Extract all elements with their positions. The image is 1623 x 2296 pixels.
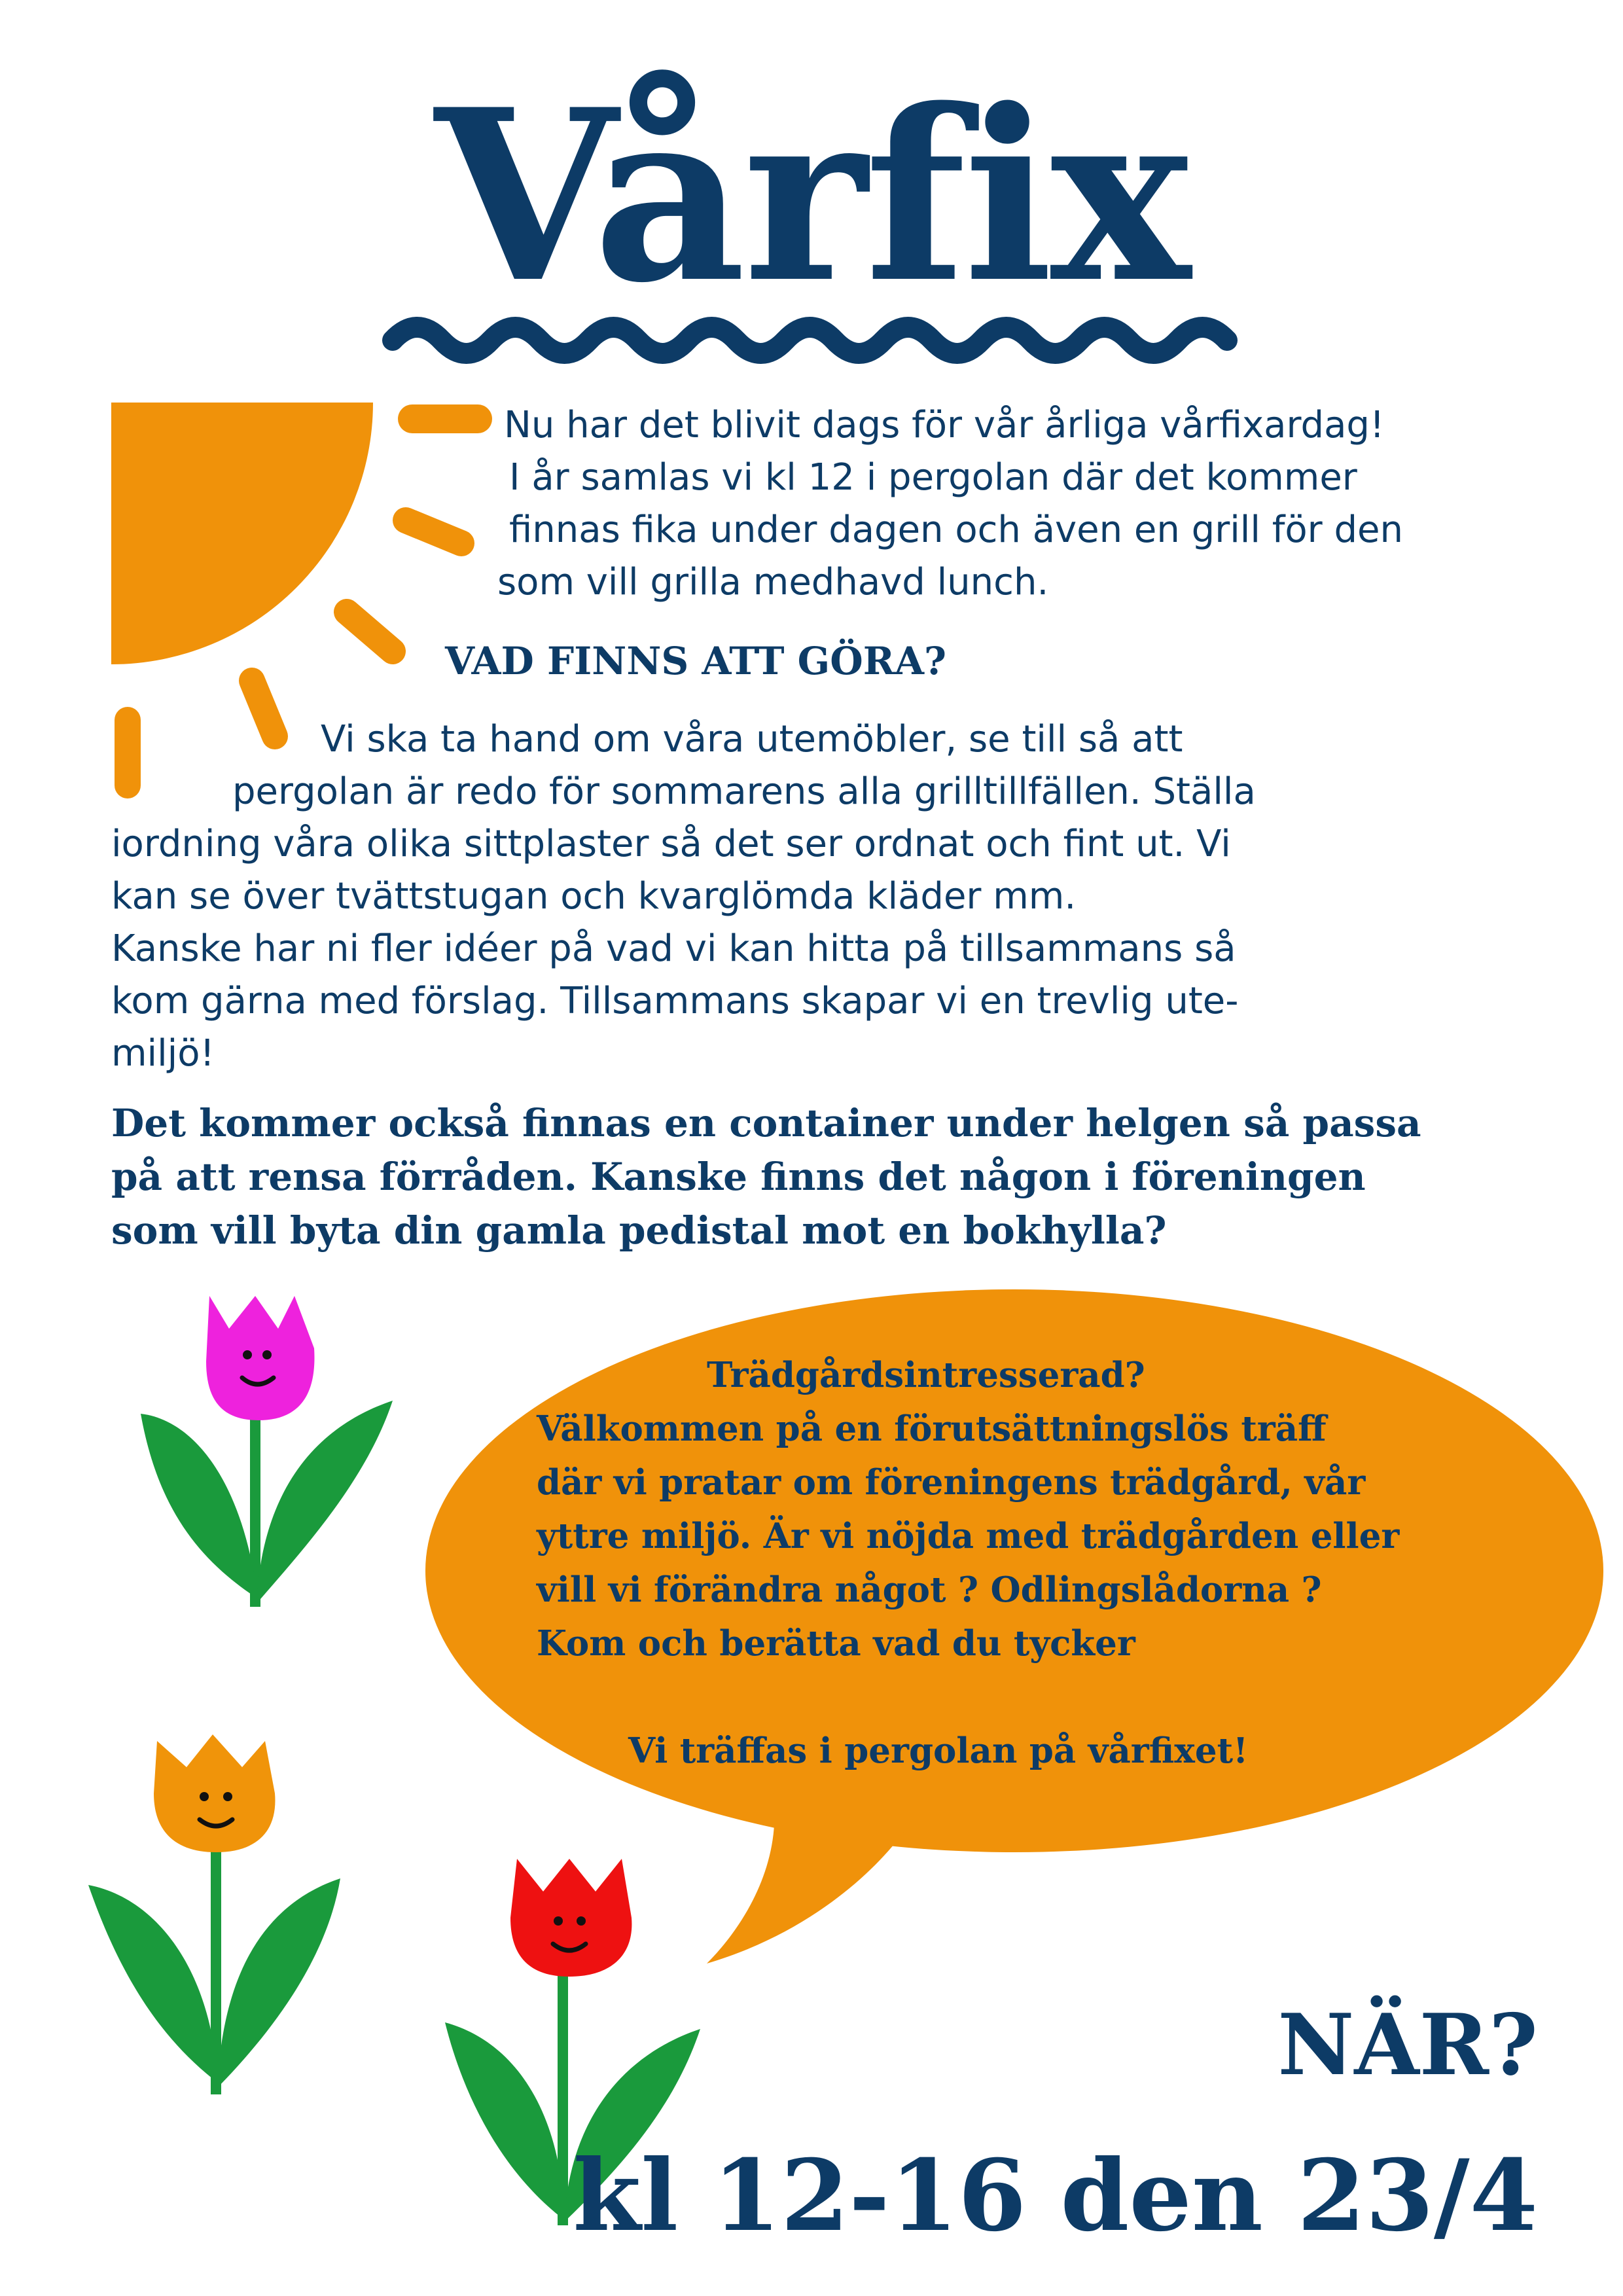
activities-line: pergolan är redo för sommarens alla grilltillfällen. Ställa bbox=[232, 770, 1256, 813]
activities-line: Kanske har ni fler idéer på vad vi kan hitta på tillsammans så bbox=[111, 927, 1236, 970]
section-heading: VAD FINNS ATT GÖRA? bbox=[445, 639, 946, 683]
bubble-closing: Vi träffas i pergolan på vårfixet! bbox=[628, 1731, 1249, 1771]
activities-line: kom gärna med förslag. Tillsammans skapar vi en trevlig ute- bbox=[111, 980, 1239, 1022]
activities-line: iordning våra olika sittplaster så det ser ordnat och fint ut. Vi bbox=[111, 823, 1231, 865]
tulip-icon bbox=[141, 1296, 393, 1607]
when-time: kl 12-16 den 23/4 bbox=[573, 2138, 1538, 2253]
intro-paragraph bbox=[497, 399, 1577, 609]
activities-line: kan se över tvättstugan och kvarglömda kläder mm. bbox=[111, 875, 1077, 918]
activities-line: Vi ska ta hand om våra utemöbler, se till så att bbox=[321, 718, 1183, 761]
activities-line: miljö! bbox=[111, 1032, 215, 1075]
intro-line: I år samlas vi kl 12 i pergolan där det kommer bbox=[509, 456, 1357, 499]
intro-line: Nu har det blivit dags för vår årliga vårfixardag! bbox=[504, 404, 1385, 446]
bubble-line: yttre miljö. Är vi nöjda med trädgården eller bbox=[537, 1516, 1400, 1556]
page-title: Vårfix bbox=[435, 58, 1188, 334]
activities-paragraph bbox=[111, 713, 1486, 1080]
container-line: som vill byta din gamla pedistal mot en bokhylla? bbox=[111, 1208, 1167, 1253]
tulip-icon bbox=[88, 1734, 340, 2094]
bubble-line: där vi pratar om föreningens trädgård, vår bbox=[537, 1462, 1366, 1503]
garden-bubble-text bbox=[537, 1348, 1486, 1778]
bubble-heading: Trädgårdsintresserad? bbox=[707, 1355, 1145, 1395]
when-label: NÄR? bbox=[1277, 1996, 1538, 2094]
bubble-line: vill vi förändra något ? Odlingslådorna ? bbox=[537, 1570, 1322, 1610]
container-line: Det kommer också finnas en container under helgen så passa bbox=[111, 1101, 1421, 1145]
bubble-line: Kom och berätta vad du tycker bbox=[537, 1623, 1135, 1664]
intro-line: som vill grilla medhavd lunch. bbox=[497, 561, 1049, 603]
container-notice bbox=[111, 1096, 1577, 1257]
intro-line: finnas fika under dagen och även en grill för den bbox=[509, 509, 1403, 551]
container-line: på att rensa förråden. Kanske finns det någon i föreningen bbox=[111, 1155, 1366, 1199]
bubble-line: Välkommen på en förutsättningslös träff bbox=[537, 1408, 1327, 1449]
